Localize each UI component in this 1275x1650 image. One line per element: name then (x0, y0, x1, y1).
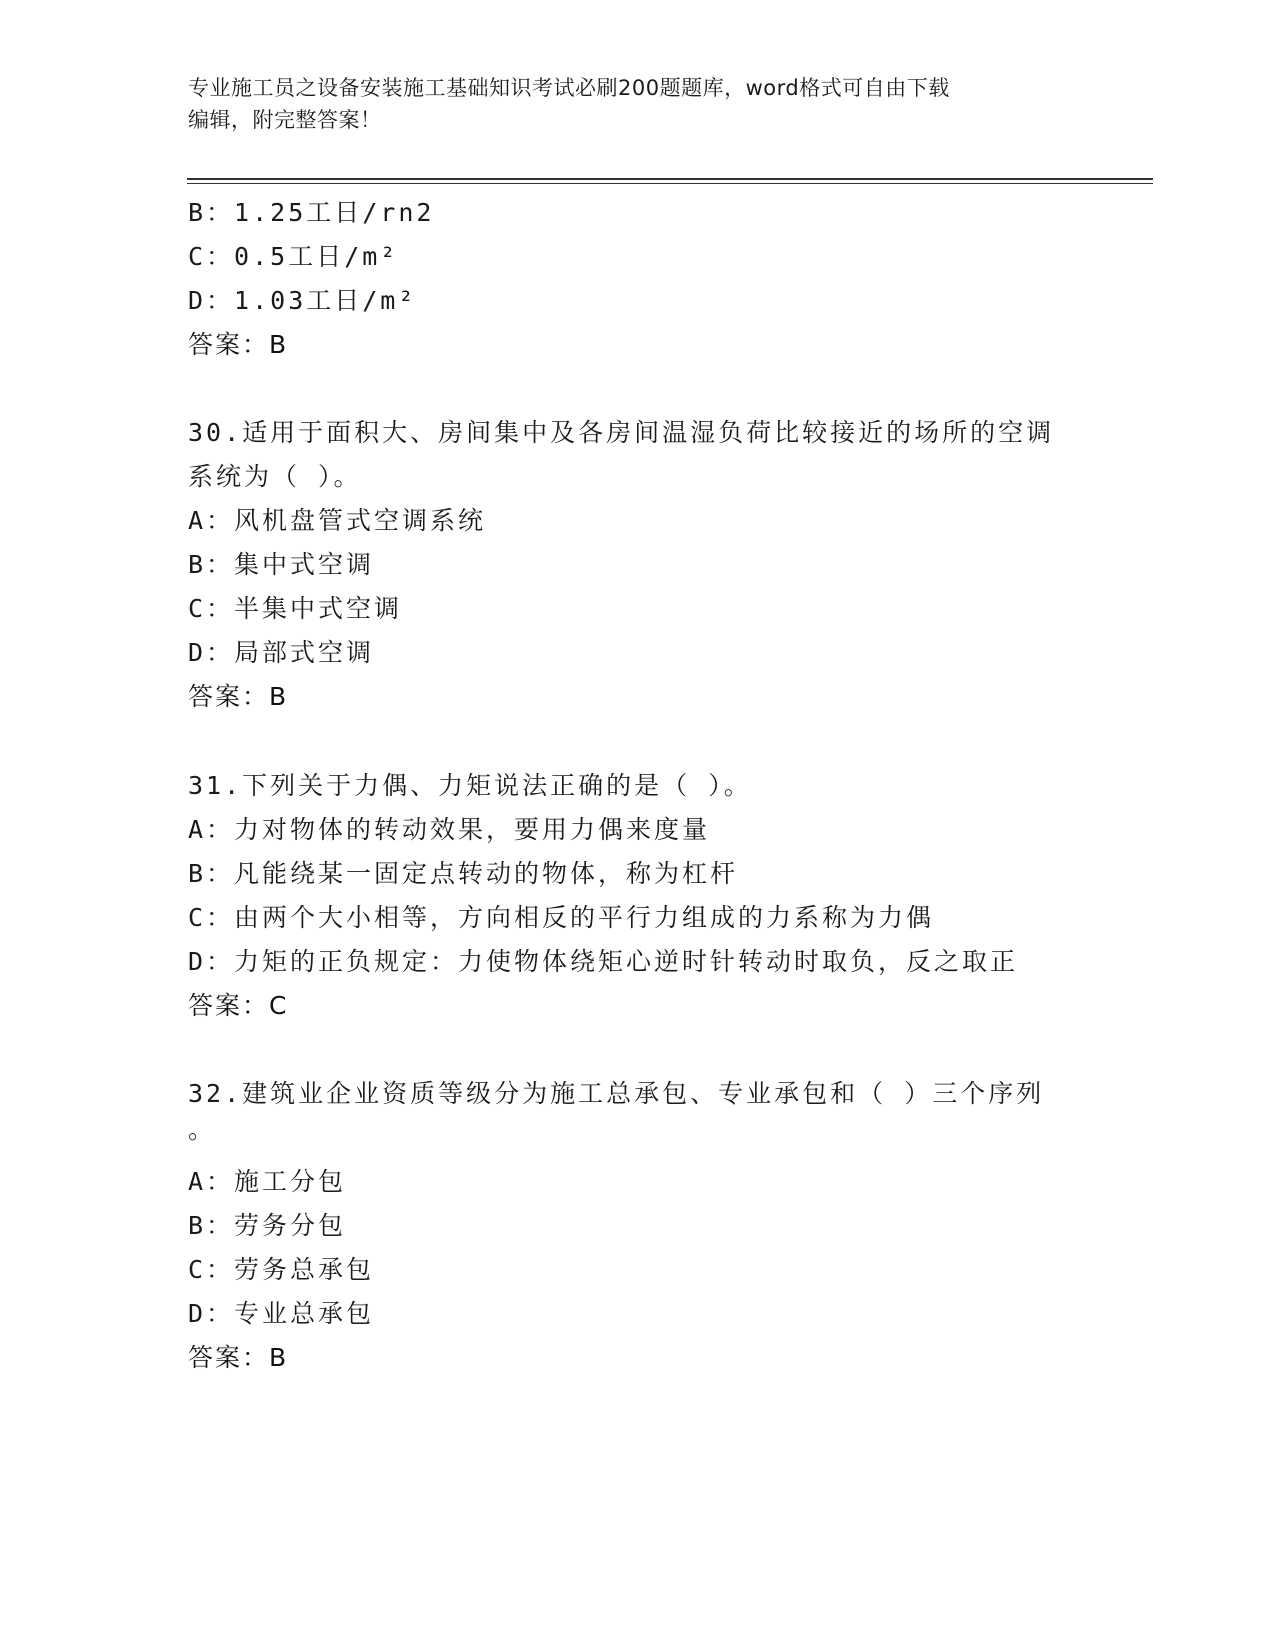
header-title-line-1: 专业施工员之设备安装施工基础知识考试必刷200题题库，word格式可自由下载 (188, 76, 950, 100)
option-b: B：凡能绕某一固定点转动的物体，称为杠杆 (188, 859, 739, 888)
option-b: B：集中式空调 (188, 550, 375, 579)
option-a: A：施工分包 (188, 1167, 347, 1196)
document-header (188, 72, 1088, 136)
question-stem-line-2: 。 (188, 1115, 217, 1144)
answer-line: 答案：B (188, 1343, 289, 1372)
option-d: D：局部式空调 (188, 638, 375, 667)
question-stem-line-1: 32.建筑业企业资质等级分为施工总承包、专业承包和（ ）三个序列 (188, 1079, 1045, 1108)
option-c: C：半集中式空调 (188, 594, 403, 623)
option-a: A：力对物体的转动效果，要用力偶来度量 (188, 815, 711, 844)
option-c: C：由两个大小相等，方向相反的平行力组成的力系称为力偶 (188, 903, 935, 932)
answer-line: 答案：B (188, 330, 289, 359)
option-c: C：0.5工日/m² (188, 242, 399, 271)
answer-line: 答案：C (188, 991, 289, 1020)
option-b: B：劳务分包 (188, 1211, 347, 1240)
question-stem-line-1: 30.适用于面积大、房间集中及各房间温湿负荷比较接近的场所的空调 (188, 418, 1055, 447)
option-a: A：风机盘管式空调系统 (188, 506, 487, 535)
option-b: B：1.25工日/rn2 (188, 198, 435, 227)
option-d: D：1.03工日/m² (188, 286, 417, 315)
option-c: C：劳务总承包 (188, 1255, 375, 1284)
option-d: D：力矩的正负规定：力使物体绕矩心逆时针转动时取负，反之取正 (188, 947, 1019, 976)
question-stem-line-1: 31.下列关于力偶、力矩说法正确的是（ ）。 (188, 771, 752, 800)
option-d: D：专业总承包 (188, 1299, 375, 1328)
header-divider-thin (187, 183, 1153, 184)
header-title-line-2: 编辑，附完整答案！ (188, 108, 382, 132)
answer-line: 答案：B (188, 682, 289, 711)
header-divider-thick (187, 178, 1153, 180)
question-stem-line-2: 系统为（ ）。 (188, 462, 362, 491)
